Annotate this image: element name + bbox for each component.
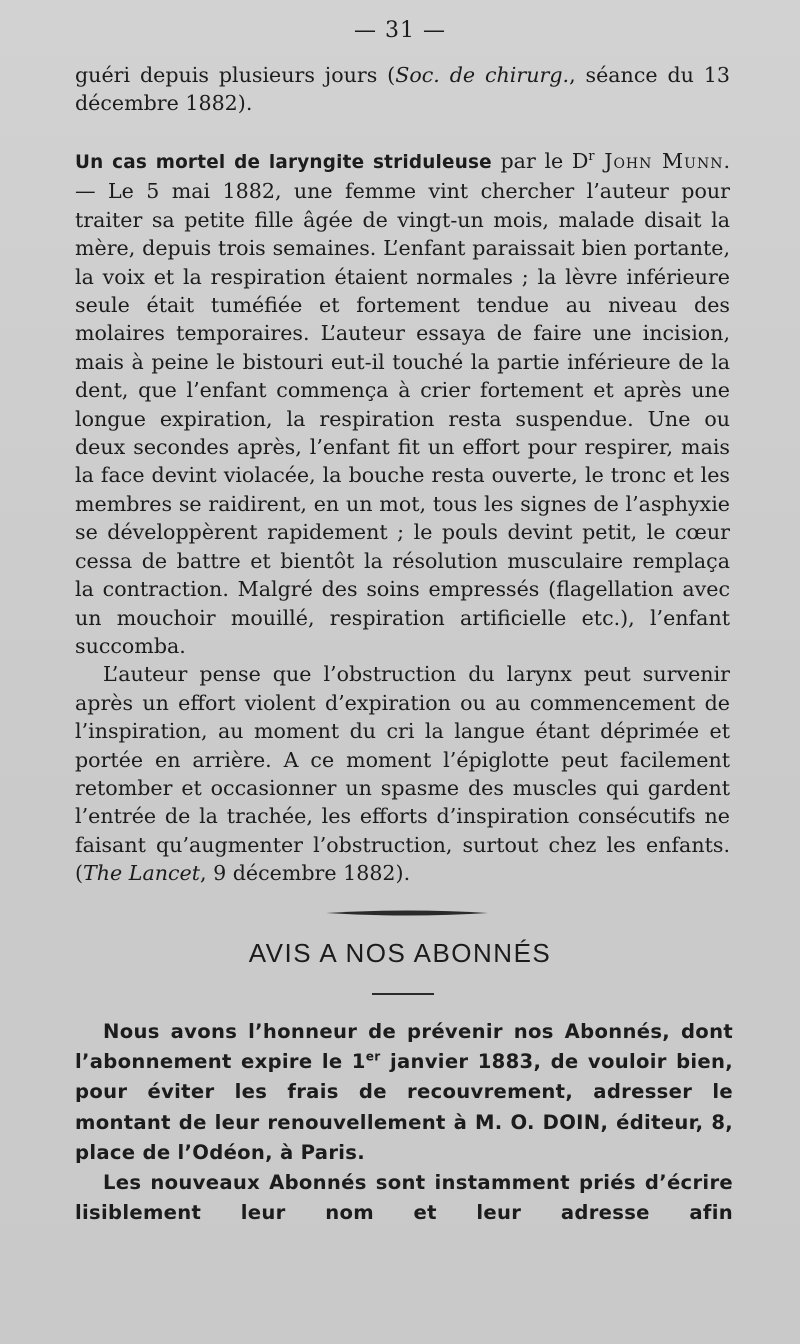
subscriber-notice [75, 1017, 733, 1228]
article-author: John Munn [594, 149, 724, 173]
article-byline: par le D [491, 149, 589, 173]
article-body-2: L’auteur pense que l’obstruction du larynx peut survenir après un effort violent d’expiration ou au commencement de l’inspiration, au moment du cri la langue étant déprimée et portée en arrière. A ce moment l’épiglotte peut facilement retomber et occasionner un spasme des muscles qui gardent l’entrée de la trachée, les efforts d’inspiration consécutifs ne faisant qu’augmenter l’obstruction, surtout chez les enfants. ( [75, 662, 730, 886]
article-paragraph-2 [75, 660, 730, 887]
notice-text-1: Nous avons l’honneur de prévenir nos Abonnés, dont l’abonnement expire le 1 [75, 1020, 733, 1074]
continuation-text: guéri depuis plusieurs jours ( [75, 63, 396, 87]
section-underline [372, 993, 434, 995]
article-source-date: , 9 décembre 1882). [200, 861, 411, 886]
article-source: The Lancet [83, 861, 200, 886]
notice-text-2: janvier 1883, de vouloir bien, pour éviter les frais de recouvrement, adresser le montant de leur renouvellement à M. O. DOIN, éditeur, 8, place de l’Odéon, à Paris. [75, 1050, 733, 1164]
article [75, 147, 730, 888]
continuation-date: , séance du 13 décembre 1882). [75, 63, 730, 116]
doctor-abbrev-sup: r [588, 149, 595, 165]
journal-reference: Soc. de chirurg. [395, 63, 570, 87]
section-title: AVIS A NOS ABONNÉS [248, 938, 552, 968]
continuation-paragraph [75, 61, 730, 118]
page-number: — 31 — [354, 18, 446, 43]
notice-paragraph-1 [75, 1017, 733, 1168]
decorative-rule-ornament [326, 909, 488, 917]
notice-ordinal-sup: er [365, 1049, 381, 1064]
article-title: Un cas mortel de laryngite striduleuse [75, 152, 492, 173]
article-body-1: . — Le 5 mai 1882, une femme vint chercher l’auteur pour traiter sa petite fille âgée de vingt-un mois, malade disait la mère, depuis trois semaines. L’enfant paraissait bien portante, la voix et la respiration étaient normales ; la lèvre inférieure seule était tuméfiée et fortement tendue au niveau des molaires temporaires. L’auteur essaya de faire une incision, mais à peine le bistouri eut-il touché la partie inférieure de la dent, que l’enfant commença à crier fortement et après une longue expiration, la respiration resta suspendue. Une ou deux secondes après, l’enfant fit un effort pour respirer, mais la face devint violacée, la bouche resta ouverte, le tronc et les membres se raidirent, en un mot, tous les signes de l’asphyxie se développèrent rapidement ; le pouls devint petit, le cœur cessa de battre et bientôt la résolution musculaire remplaça la contraction. Malgré des soins empressés (flagellation avec un mouchoir mouillé, respiration artificielle etc.), l’enfant succomba. [75, 149, 730, 658]
article-paragraph-1 [75, 147, 730, 660]
notice-paragraph-2: Les nouveaux Abonnés sont instamment priés d’écrire lisiblement leur nom et leur adresse afin [75, 1171, 733, 1225]
